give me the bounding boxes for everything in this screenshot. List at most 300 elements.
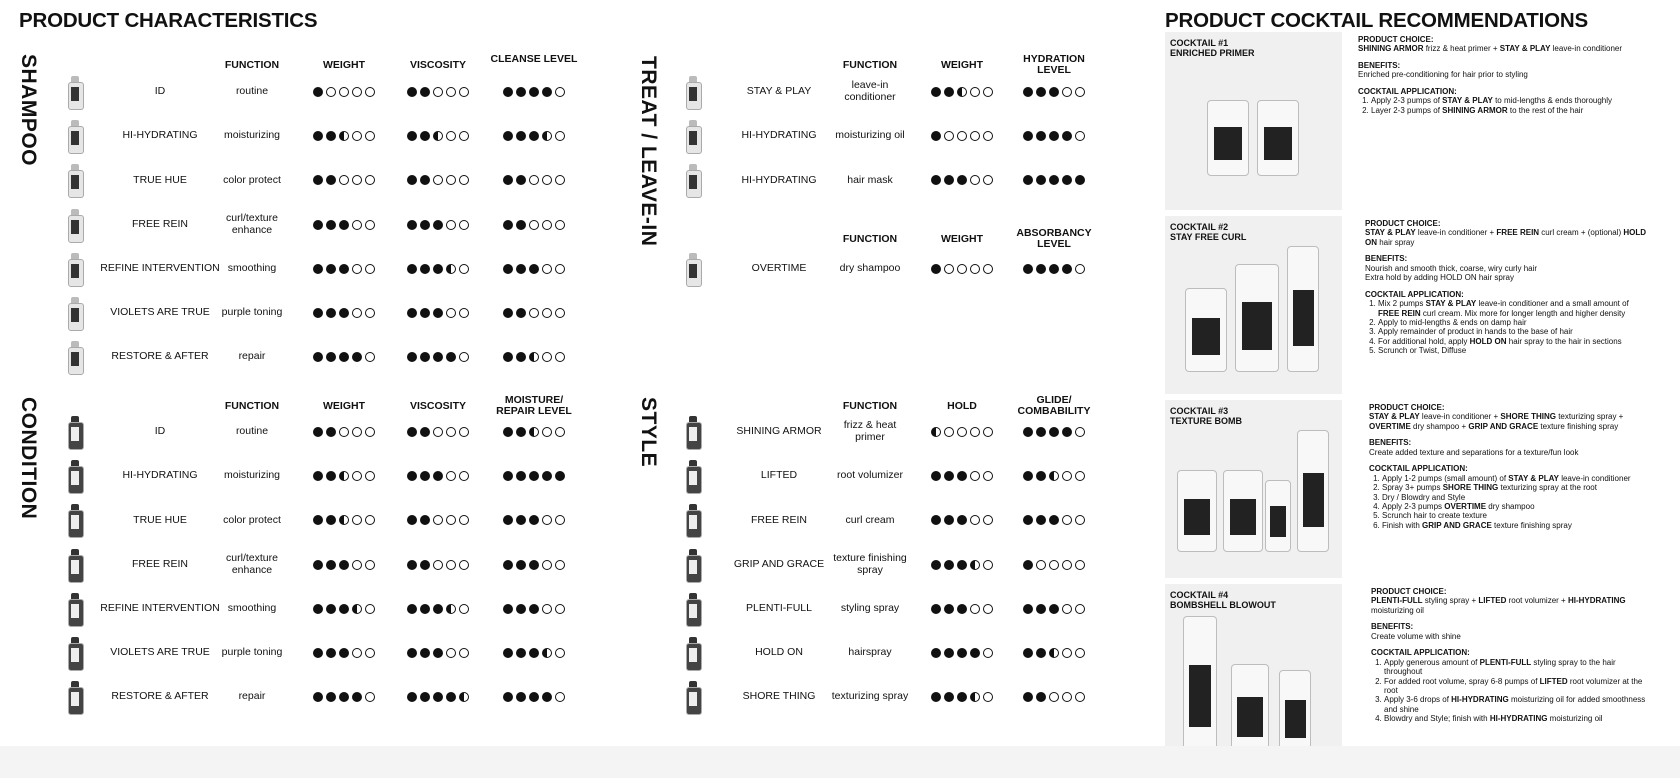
- column-header: VISCOSITY: [409, 400, 466, 412]
- rating-dot: [459, 220, 469, 230]
- rating-dot: [433, 308, 443, 318]
- third-rating: [1023, 692, 1085, 702]
- table-row: [0, 293, 1150, 333]
- section-label-treat: TREAT / LEAVE-IN: [637, 56, 660, 247]
- application-step: [1378, 318, 1650, 327]
- benefits-label: BENEFITS:: [1369, 438, 1412, 448]
- rating-dot: [516, 308, 526, 318]
- rating-dot: [1023, 264, 1033, 274]
- rating-dot: [1023, 471, 1033, 481]
- product-name-bold: STAY & PLAY: [1425, 299, 1477, 309]
- product-name-bold: PLENTI-FULL: [1479, 657, 1532, 667]
- rating-dot: [542, 220, 552, 230]
- text-run: Dry / Blowdry and Style: [1382, 492, 1466, 502]
- product-label: [689, 471, 697, 485]
- rating-cell: [914, 633, 1010, 673]
- step-text: [1371, 96, 1612, 105]
- rating-dot: [313, 220, 323, 230]
- function-cell: texture finishing spray: [833, 552, 907, 576]
- benefits: [1358, 61, 1643, 80]
- section-label-style: STYLE: [637, 397, 660, 468]
- bottle-label: [1270, 506, 1287, 538]
- text-run: root volumizer at the root: [1384, 676, 1643, 695]
- column-header: FUNCTION: [842, 59, 898, 71]
- rating-dot: [931, 560, 941, 570]
- product-name: FREE REIN: [131, 217, 188, 230]
- text-run: curl cream + (optional): [1539, 228, 1624, 238]
- weight-rating: [931, 87, 993, 97]
- benefits: [1365, 254, 1650, 282]
- column-header: CLEANSE LEVEL: [490, 53, 578, 65]
- rating-cell: [1006, 633, 1102, 673]
- benefit-text: Nourish and smooth thick, coarse, wiry curly hair: [1365, 263, 1538, 273]
- product-bottle-image: [1265, 480, 1291, 552]
- function-cell: moisturizing oil: [835, 129, 905, 142]
- function-cell: smoothing: [227, 262, 277, 275]
- viscosity-rating: [407, 220, 469, 230]
- table-row: [0, 337, 1150, 377]
- rating-dot: [931, 604, 941, 614]
- rating-dot: [1023, 604, 1033, 614]
- rating-dot: [970, 604, 980, 614]
- weight-rating: [313, 308, 375, 318]
- hold-rating: [931, 560, 993, 570]
- text-run: Layer 2-3 pumps of: [1371, 105, 1443, 115]
- text-run: Finish with: [1382, 520, 1423, 530]
- function-cell: moisturizing: [223, 129, 281, 142]
- rating-dot: [407, 352, 417, 362]
- rating-dot: [1075, 471, 1085, 481]
- third-rating: [1023, 471, 1085, 481]
- text-run: styling spray +: [1422, 596, 1479, 606]
- product-name: HI-HYDRATING: [741, 129, 817, 142]
- application-step: [1371, 96, 1643, 105]
- function-cell: smoothing: [227, 602, 277, 615]
- rating-dot: [1075, 87, 1085, 97]
- third-rating: [503, 220, 565, 230]
- column-header: ABSORBANCY LEVEL: [1016, 227, 1092, 251]
- rating-dot: [446, 308, 456, 318]
- product-choice: [1365, 219, 1650, 247]
- product-name: HI-HYDRATING: [741, 173, 817, 186]
- product-label: [689, 515, 697, 529]
- text-run: leave-in conditioner +: [1415, 228, 1497, 238]
- application-step: [1371, 106, 1643, 115]
- application-steps: [1358, 96, 1643, 115]
- rating-dot: [433, 220, 443, 230]
- product-label: [689, 604, 697, 618]
- text-run: dry shampoo: [1486, 501, 1535, 511]
- step-text: [1384, 695, 1645, 713]
- benefit-text: Extra hold by adding HOLD ON hair spray: [1365, 273, 1514, 283]
- cocktail-title: [1170, 39, 1255, 59]
- column-header: WEIGHT: [323, 400, 365, 412]
- product-thumbnail: [68, 341, 82, 373]
- rating-dot: [1062, 604, 1072, 614]
- step-text: [1382, 474, 1631, 483]
- product-name-bold: FREE REIN: [1496, 228, 1540, 238]
- rating-dot: [944, 515, 954, 525]
- column-header: WEIGHT: [941, 59, 983, 71]
- rating-dot: [326, 308, 336, 318]
- product-thumbnail: [686, 504, 700, 536]
- product-thumbnail: [686, 460, 700, 492]
- product-bottle-image: [1297, 430, 1329, 552]
- rating-dot: [931, 692, 941, 702]
- step-text: [1378, 318, 1527, 327]
- table-row: [0, 500, 1150, 540]
- third-rating: [1023, 515, 1085, 525]
- cocktail-name: TEXTURE BOMB: [1170, 415, 1242, 426]
- cocktail-card: [1165, 584, 1342, 762]
- rating-dot: [1075, 515, 1085, 525]
- rating-dot: [326, 220, 336, 230]
- rating-dot: [555, 308, 565, 318]
- product-choice-text: [1358, 44, 1622, 53]
- product-label: [689, 175, 697, 189]
- rating-dot: [1036, 515, 1046, 525]
- rating-dot: [365, 308, 375, 318]
- rating-cell: [914, 249, 1010, 289]
- product-name: SHINING ARMOR: [736, 425, 822, 438]
- cocktail-card: [1165, 216, 1342, 394]
- bottle-label: [1189, 665, 1211, 727]
- product-bottle-image: [1185, 288, 1227, 372]
- product-choice-label: PRODUCT CHOICE:: [1369, 403, 1445, 412]
- column-header: FUNCTION: [842, 400, 898, 412]
- product-label: [71, 220, 79, 234]
- rating-dot: [1062, 471, 1072, 481]
- rating-dot: [542, 352, 552, 362]
- application-label: COCKTAIL APPLICATION:: [1369, 464, 1468, 474]
- text-run: Scrunch hair to create texture: [1382, 511, 1487, 521]
- product-thumbnail: [686, 593, 700, 625]
- rating-dot: [1049, 131, 1059, 141]
- rating-cell: [1006, 589, 1102, 629]
- rating-dot: [957, 471, 967, 481]
- application-steps: [1369, 474, 1654, 531]
- rating-dot: [1036, 264, 1046, 274]
- product-name: HI-HYDRATING: [122, 129, 198, 142]
- step-text: [1384, 677, 1642, 695]
- rating-dot: [1049, 515, 1059, 525]
- product-choice-text: [1369, 412, 1623, 430]
- table-row: [0, 72, 1150, 112]
- rating-dot: [542, 308, 552, 318]
- text-run: leave-in conditioner +: [1419, 412, 1501, 422]
- rating-dot: [516, 352, 526, 362]
- rating-cell: [296, 205, 392, 245]
- cocktail-name: BOMBSHELL BLOWOUT: [1170, 599, 1276, 610]
- table-row: [0, 116, 1150, 156]
- text-run: styling spray to the hair throughout: [1384, 657, 1616, 677]
- step-text: [1382, 483, 1597, 492]
- application-label: COCKTAIL APPLICATION:: [1371, 648, 1470, 658]
- rating-dot: [957, 87, 967, 97]
- product-name-bold: SHORE THING: [1442, 483, 1499, 493]
- cocktail-title: [1170, 591, 1276, 611]
- rating-dot: [407, 220, 417, 230]
- rating-dot: [1049, 648, 1059, 658]
- rating-dot: [970, 560, 980, 570]
- function-cell: hairspray: [848, 646, 892, 659]
- text-run: dry shampoo +: [1410, 421, 1469, 431]
- rating-dot: [944, 264, 954, 274]
- rating-dot: [957, 515, 967, 525]
- application-label: COCKTAIL APPLICATION:: [1358, 86, 1457, 96]
- product-name-bold: STAY & PLAY: [1499, 44, 1551, 54]
- application-step: [1382, 511, 1654, 520]
- cocktail-number: COCKTAIL #3: [1170, 406, 1229, 416]
- bottle-label: [1242, 302, 1271, 350]
- rating-cell: [914, 589, 1010, 629]
- product-name: SHORE THING: [742, 690, 816, 703]
- rating-cell: [914, 677, 1010, 717]
- step-text: [1384, 714, 1603, 723]
- text-run: frizz & heat primer +: [1423, 44, 1500, 54]
- product-label: [689, 427, 697, 441]
- function-cell: color protect: [223, 513, 281, 526]
- product-choice-text: [1365, 228, 1646, 246]
- rating-dot: [1062, 692, 1072, 702]
- text-run: to mid-lengths & ends thoroughly: [1492, 96, 1613, 106]
- product-name-bold: PLENTI-FULL: [1371, 596, 1423, 606]
- step-text: [1382, 502, 1535, 511]
- product-name-bold: HOLD ON: [1469, 336, 1507, 346]
- product-name-bold: OVERTIME: [1369, 421, 1411, 431]
- rating-dot: [957, 560, 967, 570]
- application-step: [1378, 337, 1650, 346]
- product-name: VIOLETS ARE TRUE: [110, 646, 210, 659]
- hold-rating: [931, 427, 993, 437]
- rating-dot: [970, 131, 980, 141]
- viscosity-rating: [407, 308, 469, 318]
- rating-dot: [433, 352, 443, 362]
- text-run: leave-in conditioner: [1558, 473, 1631, 483]
- product-label: [689, 87, 697, 101]
- rating-dot: [983, 471, 993, 481]
- product-bottle-image: [1207, 100, 1249, 176]
- table-row: [0, 589, 1150, 629]
- product-name: RESTORE & AFTER: [111, 350, 209, 363]
- function-cell: repair: [238, 690, 266, 703]
- hold-rating: [931, 604, 993, 614]
- weight-rating: [313, 352, 375, 362]
- rating-dot: [931, 264, 941, 274]
- rating-dot: [352, 220, 362, 230]
- rating-dot: [1062, 175, 1072, 185]
- bottle-label: [1184, 499, 1211, 535]
- cocktail-name: STAY FREE CURL: [1170, 231, 1247, 242]
- weight-rating: [931, 264, 993, 274]
- benefits-label: BENEFITS:: [1358, 60, 1401, 70]
- column-header: GLIDE/ COMBABILITY: [1017, 394, 1091, 418]
- rating-dot: [1023, 515, 1033, 525]
- text-run: hair spray: [1377, 237, 1415, 247]
- rating-dot: [1062, 427, 1072, 437]
- rating-cell: [914, 545, 1010, 585]
- rating-dot: [365, 352, 375, 362]
- rating-dot: [970, 471, 980, 481]
- text-run: Apply generous amount of: [1384, 657, 1480, 667]
- text-run: Apply remainder of product in hands to the base of hair: [1378, 327, 1573, 337]
- rating-cell: [1006, 500, 1102, 540]
- rating-dot: [983, 87, 993, 97]
- rating-dot: [983, 131, 993, 141]
- column-header: FUNCTION: [224, 59, 280, 71]
- rating-dot: [931, 427, 941, 437]
- rating-cell: [484, 337, 584, 377]
- rating-dot: [326, 352, 336, 362]
- third-rating: [1023, 427, 1085, 437]
- rating-cell: [914, 412, 1010, 452]
- product-bottle-image: [1235, 264, 1279, 372]
- application-step: [1378, 346, 1650, 355]
- product-name: ID: [154, 425, 166, 438]
- rating-dot: [1062, 87, 1072, 97]
- product-name-bold: HI-HYDRATING: [1489, 714, 1548, 724]
- rating-dot: [503, 220, 513, 230]
- rating-dot: [339, 220, 349, 230]
- rating-dot: [1036, 604, 1046, 614]
- product-label: [689, 264, 697, 278]
- text-run: For added root volume, spray 6-8 pumps of: [1384, 676, 1540, 686]
- application-step: [1384, 658, 1656, 677]
- rating-dot: [1049, 471, 1059, 481]
- rating-dot: [1075, 131, 1085, 141]
- rating-dot: [983, 264, 993, 274]
- table-row: [0, 545, 1150, 585]
- product-name-bold: STAY & PLAY: [1508, 473, 1559, 483]
- rating-dot: [1049, 264, 1059, 274]
- text-run: moisturizing oil for added smoothness and shine: [1384, 695, 1646, 714]
- text-run: texture finishing spray: [1538, 421, 1619, 431]
- text-run: leave-in conditioner and a small amount of: [1476, 299, 1629, 309]
- rating-dot: [1036, 692, 1046, 702]
- rating-dot: [1036, 648, 1046, 658]
- benefits: [1369, 438, 1654, 457]
- rating-dot: [446, 352, 456, 362]
- rating-dot: [944, 604, 954, 614]
- product-thumbnail: [686, 76, 700, 108]
- rating-cell: [1006, 160, 1102, 200]
- rating-cell: [1006, 249, 1102, 289]
- rating-dot: [970, 692, 980, 702]
- product-name-bold: HI-HYDRATING: [1567, 596, 1626, 606]
- product-name: STAY & PLAY: [746, 85, 812, 98]
- rating-dot: [957, 131, 967, 141]
- cocktail-number: COCKTAIL #1: [1170, 38, 1229, 48]
- step-text: [1382, 511, 1487, 520]
- rating-dot: [1049, 560, 1059, 570]
- text-run: Scrunch or Twist, Diffuse: [1378, 346, 1467, 356]
- rating-dot: [339, 352, 349, 362]
- function-cell: frizz & heat primer: [843, 419, 897, 443]
- column-header: WEIGHT: [323, 59, 365, 71]
- rating-dot: [957, 648, 967, 658]
- rating-cell: [296, 293, 392, 333]
- text-run: Apply 2-3 pumps: [1382, 501, 1445, 511]
- product-name: TRUE HUE: [133, 173, 187, 186]
- hold-rating: [931, 471, 993, 481]
- third-rating: [1023, 131, 1085, 141]
- page-footer-band: [0, 746, 1680, 778]
- rating-dot: [1023, 648, 1033, 658]
- rating-dot: [1023, 131, 1033, 141]
- application-step: [1384, 714, 1656, 723]
- product-name-bold: SHINING ARMOR: [1358, 44, 1424, 54]
- application-step: [1382, 493, 1654, 502]
- third-rating: [1023, 175, 1085, 185]
- rating-dot: [1049, 427, 1059, 437]
- rating-cell: [914, 116, 1010, 156]
- function-cell: purple toning: [221, 646, 283, 659]
- viscosity-rating: [407, 352, 469, 362]
- product-label: [689, 648, 697, 662]
- column-header: FUNCTION: [842, 233, 898, 245]
- product-bottle-image: [1257, 100, 1299, 176]
- rating-dot: [459, 352, 469, 362]
- benefits-label: BENEFITS:: [1365, 254, 1408, 264]
- product-name-bold: HOLD ON: [1365, 228, 1647, 247]
- rating-dot: [1036, 471, 1046, 481]
- product-label: [689, 560, 697, 574]
- product-name: GRIP AND GRACE: [733, 557, 825, 570]
- product-name: HOLD ON: [755, 646, 803, 659]
- rating-dot: [1036, 560, 1046, 570]
- product-name-bold: LIFTED: [1478, 596, 1507, 606]
- weight-rating: [313, 220, 375, 230]
- rating-dot: [420, 220, 430, 230]
- rating-dot: [931, 131, 941, 141]
- cocktail-card: [1165, 32, 1342, 210]
- rating-cell: [1006, 456, 1102, 496]
- hold-rating: [931, 515, 993, 525]
- rating-cell: [1006, 116, 1102, 156]
- rating-dot: [407, 308, 417, 318]
- rating-dot: [983, 560, 993, 570]
- rating-dot: [957, 427, 967, 437]
- rating-cell: [296, 337, 392, 377]
- application-step: [1382, 502, 1654, 511]
- rating-dot: [983, 175, 993, 185]
- application-step: [1384, 695, 1656, 714]
- rating-dot: [970, 175, 980, 185]
- rating-dot: [944, 471, 954, 481]
- rating-dot: [1049, 692, 1059, 702]
- text-run: Apply to mid-lengths & ends on damp hair: [1378, 317, 1527, 327]
- text-run: Mix 2 pumps: [1378, 299, 1426, 309]
- rating-dot: [352, 308, 362, 318]
- bottle-label: [1214, 127, 1242, 160]
- rating-dot: [931, 471, 941, 481]
- rating-cell: [390, 205, 486, 245]
- text-run: moisturizing oil: [1371, 605, 1424, 615]
- text-run: to the rest of the hair: [1507, 105, 1584, 115]
- product-name: LIFTED: [760, 469, 798, 482]
- cocktail-details: [1369, 403, 1654, 530]
- product-bottle-image: [1183, 616, 1217, 756]
- rating-dot: [1075, 560, 1085, 570]
- rating-dot: [1036, 87, 1046, 97]
- product-thumbnail: [686, 253, 700, 285]
- rating-dot: [970, 648, 980, 658]
- rating-dot: [931, 648, 941, 658]
- product-choice-label: PRODUCT CHOICE:: [1371, 587, 1447, 596]
- rating-dot: [1075, 604, 1085, 614]
- product-name: HI-HYDRATING: [122, 469, 198, 482]
- rating-dot: [957, 604, 967, 614]
